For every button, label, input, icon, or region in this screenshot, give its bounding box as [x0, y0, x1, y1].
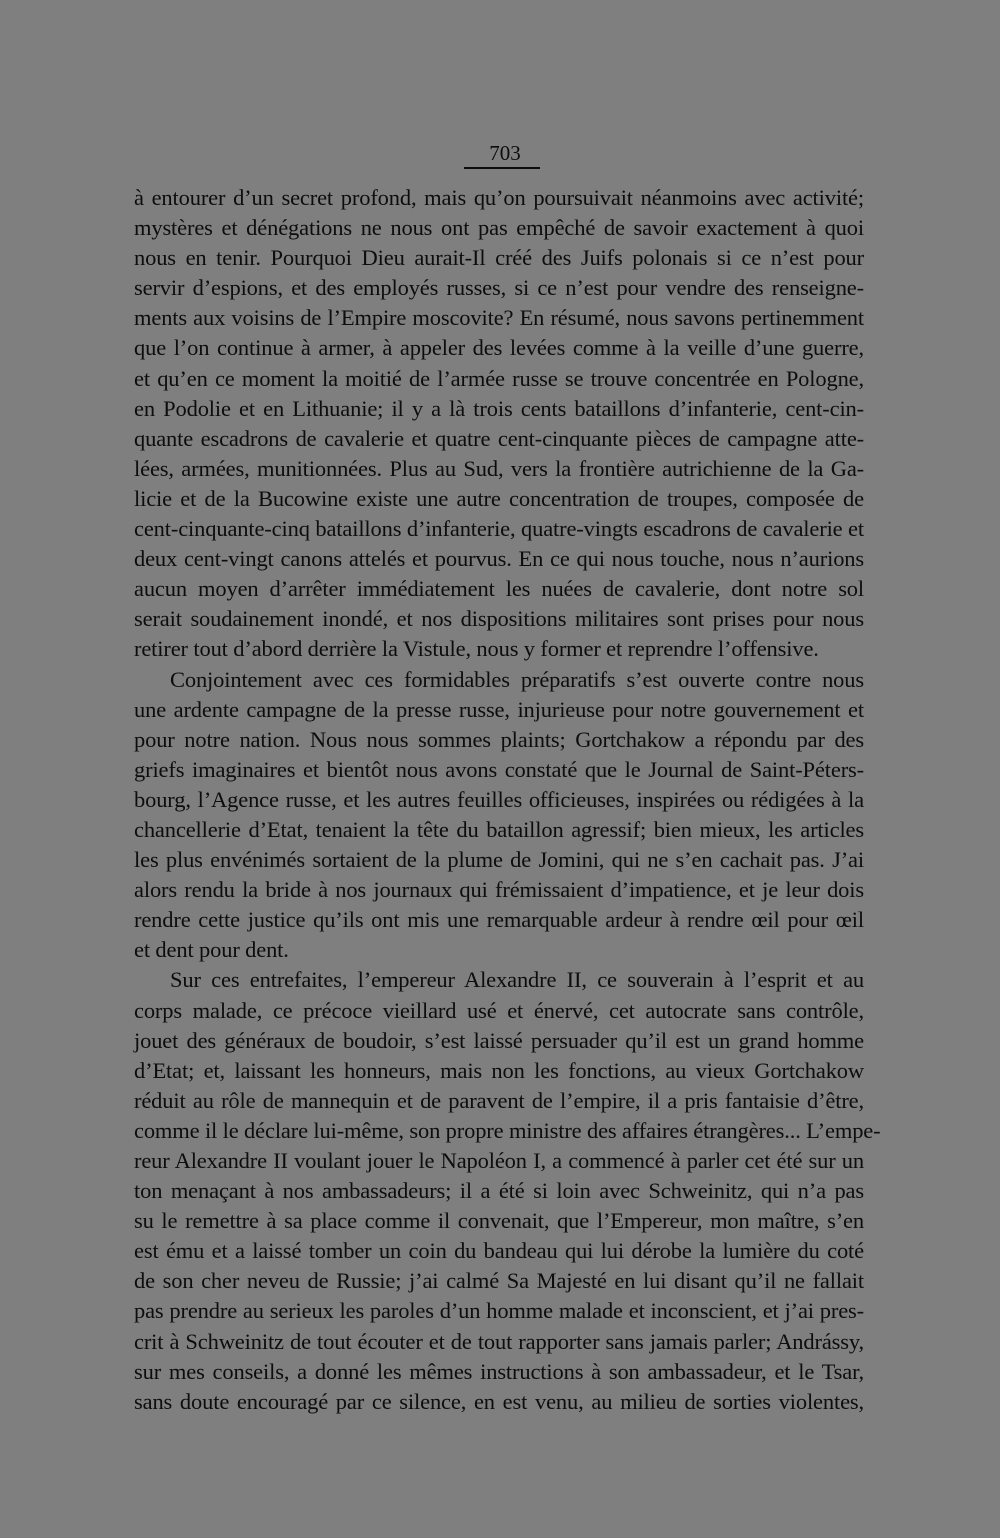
text-line: sans doute encouragé par ce silence, en est venu, au milieu de sorties violentes,: [134, 1388, 864, 1414]
text-line: de son cher neveu de Russie; j’ai calmé Sa Majesté en lui disant qu’il ne fallait: [134, 1268, 864, 1294]
text-line: ments aux voisins de l’Empire moscovite? En résumé, nous savons pertinemment: [134, 305, 864, 331]
body-text: [134, 183, 881, 1417]
text-line: Conjointement avec ces formidables préparatifs s’est ouverte contre nous: [170, 666, 864, 692]
text-line: d’Etat; et, laissant les honneurs, mais non les fonctions, au vieux Gortchakow: [134, 1057, 864, 1083]
text-line: crit à Schweinitz de tout écouter et de tout rapporter sans jamais parler; Andrássy,: [134, 1328, 864, 1354]
text-line: cent-cinquante-cinq bataillons d’infanterie, quatre-vingts escadrons de cavalerie et: [134, 516, 864, 542]
paragraph: [134, 965, 881, 1416]
text-line: les plus envénimés sortaient de la plume de Jomini, qui ne s’en cachait pas. J’ai: [134, 847, 864, 873]
text-line: jouet des généraux de boudoir, s’est laissé persuader qu’il est un grand homme: [134, 1027, 864, 1053]
text-line: retirer tout d’abord derrière la Vistule, nous y former et reprendre l’offensive.: [134, 636, 819, 662]
text-line: à entourer d’un secret profond, mais qu’on poursuivait néanmoins avec activité;: [134, 185, 864, 210]
paragraph: [134, 183, 864, 665]
text-line: deux cent-vingt canons attelés et pourvus. En ce qui nous touche, nous n’aurions: [134, 546, 864, 572]
text-line: en Podolie et en Lithuanie; il y a là trois cents bataillons d’infanterie, cent-cin-: [134, 395, 864, 421]
text-line: Sur ces entrefaites, l’empereur Alexandre II, ce souverain à l’esprit et au: [170, 967, 864, 993]
text-line: griefs imaginaires et bientôt nous avons constaté que le Journal de Saint-Péters-: [134, 756, 864, 782]
text-line: quante escadrons de cavalerie et quatre cent-cinquante pièces de campagne atte-: [134, 425, 864, 451]
text-line: alors rendu la bride à nos journaux qui frémissaient d’impatience, et je leur dois: [134, 877, 864, 903]
text-line: serait soudainement inondé, et nos dispositions militaires sont prises pour nous: [134, 606, 864, 632]
page-number: 703: [489, 141, 521, 165]
text-line: reur Alexandre II voulant jouer le Napoléon I, a commencé à parler cet été sur un: [134, 1148, 864, 1173]
text-line: servir d’espions, et des employés russes, si ce n’est pour vendre des renseigne-: [134, 275, 864, 301]
text-line: corps malade, ce précoce vieillard usé et énervé, cet autocrate sans contrôle,: [134, 997, 864, 1023]
text-line: réduit au rôle de mannequin et de paravent de l’empire, il a pris fantaisie d’être,: [134, 1087, 864, 1113]
text-line: bourg, l’Agence russe, et les autres feuilles officieuses, inspirées ou rédigées à la: [134, 786, 864, 812]
page-number-rule: [464, 167, 540, 169]
text-line: pas prendre au serieux les paroles d’un homme malade et inconscient, et j’ai pres-: [134, 1298, 864, 1324]
text-line: est ému et a laissé tomber un coin du bandeau qui lui dérobe la lumière du coté: [134, 1238, 864, 1264]
text-line: et qu’en ce moment la moitié de l’armée russe se trouve concentrée en Pologne,: [134, 365, 864, 391]
text-line: et dent pour dent.: [134, 937, 289, 963]
text-line: nous en tenir. Pourquoi Dieu aurait-Il créé des Juifs polonais si ce n’est pour: [134, 245, 864, 271]
text-line: pour notre nation. Nous nous sommes plaints; Gortchakow a répondu par des: [134, 726, 864, 752]
text-line: su le remettre à sa place comme il convenait, que l’Empereur, mon maître, s’en: [134, 1208, 864, 1234]
text-line: chancellerie d’Etat, tenaient la tête du bataillon agressif; bien mieux, les articles: [134, 816, 864, 842]
paragraph: [134, 665, 864, 966]
text-line: ton menaçant à nos ambassadeurs; il a été si loin avec Schweinitz, qui n’a pas: [134, 1178, 864, 1204]
text-line: rendre cette justice qu’ils ont mis une remarquable ardeur à rendre œil pour œil: [134, 907, 864, 933]
text-line: sur mes conseils, a donné les mêmes instructions à son ambassadeur, et le Tsar,: [134, 1358, 864, 1384]
text-line: licie et de la Bucowine existe une autre concentration de troupes, composée de: [134, 485, 864, 511]
text-line: aucun moyen d’arrêter immédiatement les nuées de cavalerie, dont notre sol: [134, 576, 864, 602]
text-line: que l’on continue à armer, à appeler des levées comme à la veille d’une guerre,: [134, 335, 864, 361]
text-line: comme il le déclare lui-même, son propre ministre des affaires étrangères... L’empe-: [134, 1117, 881, 1143]
text-line: mystères et dénégations ne nous ont pas empêché de savoir exactement à quoi: [134, 215, 864, 241]
text-line: lées, armées, munitionnées. Plus au Sud, vers la frontière autrichienne de la Ga-: [134, 455, 864, 481]
text-line: une ardente campagne de la presse russe, injurieuse pour notre gouvernement et: [134, 696, 864, 722]
